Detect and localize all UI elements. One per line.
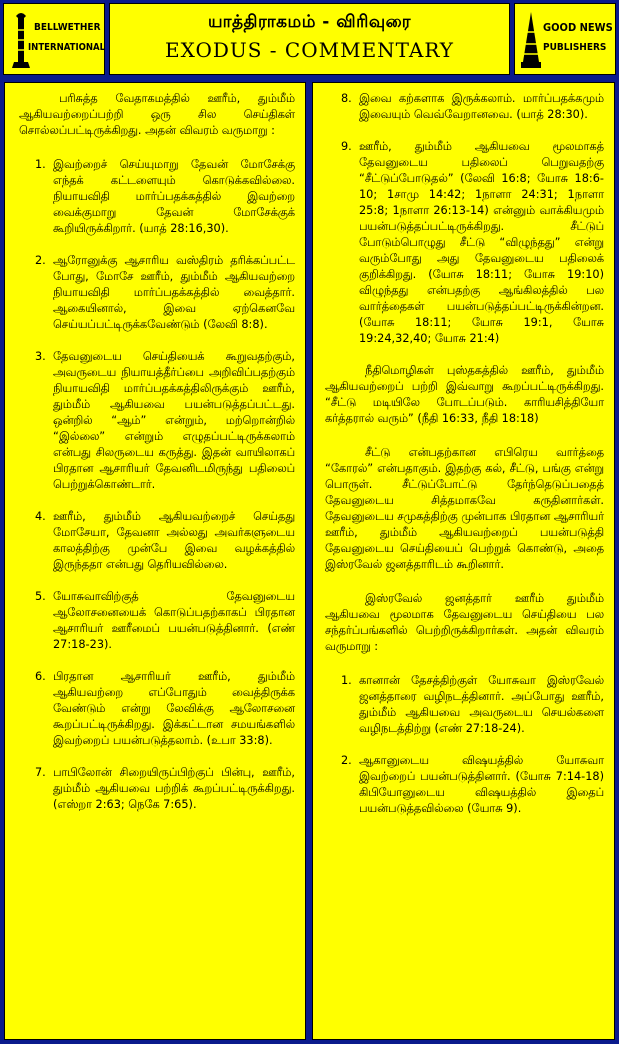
- left-list: [19, 157, 295, 813]
- list-item: [19, 349, 295, 493]
- item-number: 7.: [35, 766, 46, 779]
- list-item: [19, 253, 295, 333]
- bellwether-logo: [3, 3, 105, 75]
- left-logo-line2: INTERNATIONAL: [28, 42, 106, 53]
- item-number: 9.: [341, 140, 352, 153]
- item-text: ஊரீம், தும்மீம் ஆகியவற்றைச் செய்தது மோசேயா, தேவனா அல்லது அவர்களுடைய காலத்திற்கு முன்பே இவை வழக்கத்தில் இருந்ததா என்பது தெரியவில்லை.: [53, 510, 295, 571]
- list-item: [19, 669, 295, 749]
- list-item: [19, 509, 295, 573]
- list-item: [19, 589, 295, 653]
- right-logo-line1: GOOD NEWS: [543, 21, 613, 34]
- header: [0, 0, 619, 80]
- title-box: [109, 3, 510, 75]
- right-logo-line2: PUBLISHERS: [543, 42, 607, 53]
- item-text: பாபிலோன் சிறையிருப்பிற்குப் பின்பு, ஊரீம், தும்மீம் ஆகியவை பற்றிக் கூறப்பட்டிருக்கிறது. (எஸ்றா 2:63; நெகே 7:65).: [53, 766, 295, 811]
- item-number: 1.: [35, 158, 46, 171]
- left-column: [4, 82, 306, 1040]
- item-text: இவை கற்களாக இருக்கலாம். மார்ப்பதக்கமும் இவையும் வெவ்வேறானவை. (யாத் 28:30).: [359, 92, 604, 121]
- item-text: ஊரீம், தும்மீம் ஆகியவை மூலமாகத் தேவனுடைய பதிலைப் பெறுவதற்கு “சீட்டுப்போடுதல்” (லேவி 16:8; யோசு 18:6-10; 1சாமு 14:42; 1நாளா 24:31; 1நாளா 25:8; 1நாளா 26:13-14) என்னும் வாக்கியமும் பயன்படுத்தப்பட்டிருக்கிறது. சீட்டுப் போடும்பொழுது சீட்டு “விழுந்தது” என்று வரும்போது அது தேவனுடைய பதிலைக் குறிக்கிறது. (யோசு 18:11; யோசு 19:10) விழுந்தது என்பதற்கு ஆங்கிலத்தில் பல வார்த்தைகள் பயன்படுத்தப்பட்டிருக்கின்றன. (யோசு 18:11; யோசு 19:1, யோசு 19:24,32,40; யோசு 21:4): [359, 140, 604, 345]
- list-item: [325, 753, 604, 817]
- goral-paragraph: சீட்டு என்பதற்கான எபிரெய வார்த்தை “கோரல்” என்பதாகும். இதற்கு கல், சீட்டு, பங்கு என்று பொருள். சீட்டுப்போட்டு தேர்ந்தெடுப்பதைத் தேவனுடைய சித்தமாகவே கருதினார்கள். தேவனுடைய சமுகத்திற்கு முன்பாக பிரதான ஆசாரியர் ஊரீம், தும்மீம் ஆகியவற்றைப் பயன்படுத்தி தேவனுடைய செய்தியைப் பெற்றுக் கொண்டு, அதை இஸ்ரவேல் ஜனத்தாரிடம் கூறினார்.: [325, 446, 604, 571]
- item-number: 2.: [35, 254, 46, 267]
- item-text: ஆகானுடைய விஷயத்தில் யோசுவா இவற்றைப் பயன்படுத்தினார். (யோசு 7:14-18) கிபியோனுடைய விஷயத்தில் இதைப் பயன்படுத்தவில்லை (யோசு 9).: [359, 754, 604, 815]
- item-number: 8.: [341, 92, 352, 105]
- list-item: [325, 673, 604, 737]
- item-number: 5.: [35, 590, 46, 603]
- item-number: 6.: [35, 670, 46, 683]
- list-item: [325, 91, 604, 123]
- item-text: தேவனுடைய செய்தியைக் கூறுவதற்கும், அவருடைய நியாயத்தீர்ப்பை அறிவிப்பதற்கும் நியாயவிதி மார்ப்பதக்கத்திலிருக்கும் ஊரீம், தும்மீம் ஆகியவை பயன்படுத்தப்பட்டது. ஒன்றில் “ஆம்” என்றும், மற்றொன்றில் “இல்லை” என்றும் எழுதப்பட்டிருக்கலாம் என்பது சிலருடைய கருத்து. இதன் வாயிலாகப் பிரதான ஆசாரியர் தேவனிடமிருந்து பதிலைப் பெற்றுக்கொண்டார்.: [53, 350, 295, 491]
- item-number: 1.: [341, 674, 352, 687]
- list-item: [19, 157, 295, 237]
- bellwether-ram-icon: [10, 12, 32, 68]
- list-item: [325, 139, 604, 347]
- good-news-logo: [514, 3, 616, 75]
- good-news-tower-icon: [521, 12, 541, 68]
- item-text: கானான் தேசத்திற்குள் யோசுவா இஸ்ரவேல் ஜனத்தாரை வழிநடத்தினார். அப்போது ஊரீம், தும்மீம் ஆகியவை அவருடைய செயல்களை வழிநடத்திற்று (எண் 27:18-24).: [359, 674, 604, 735]
- intro-paragraph: பரிசுத்த வேதாகமத்தில் ஊரீம், தும்மீம் ஆகியவற்றைப்பற்றி ஒரு சில செய்திகள் சொல்லப்பட்டிருக்கிறது. அதன் விவரம் வருமாறு :: [19, 92, 295, 137]
- item-text: யோசுவாவிற்குத் தேவனுடைய ஆலோசனையைக் கொடுப்பதற்காகப் பிரதான ஆசாரியர் ஊரீமைப் பயன்படுத்தினார். (எண் 27:18-23).: [53, 590, 295, 651]
- item-number: 2.: [341, 754, 352, 767]
- proverbs-paragraph: நீதிமொழிகள் புஸ்தகத்தில் ஊரீம், தும்மீம் ஆகியவற்றைப் பற்றி இவ்வாறு கூறப்பட்டிருக்கிறது. “சீட்டு மடியிலே போடப்படும். காரியசித்தியோ கர்த்தரால் வரும்” (நீதி 16:33, நீதி 18:18): [325, 364, 604, 425]
- item-text: இவற்றைச் செய்யுமாறு தேவன் மோசேக்கு எந்தக் கட்டளையும் கொடுக்கவில்லை. நியாயவிதி மார்ப்பதக்கத்தில் இவற்றை வைக்குமாறு தேவன் மோசேக்குக் கூறியிருக்கிறார். (யாத் 28:16,30).: [53, 158, 295, 235]
- title-english: EXODUS - COMMENTARY: [164, 38, 455, 62]
- item-number: 3.: [35, 350, 46, 363]
- right-list-2: [325, 673, 604, 817]
- right-column: [312, 82, 615, 1040]
- item-text: பிரதான ஆசாரியர் ஊரீம், தும்மீம் ஆகியவற்றை எப்போதும் வைத்திருக்க வேண்டும் என்று லேவிக்கு ஆலோசனை கூறப்பட்டிருக்கிறது. இக்கட்டான சமயங்களில் இவற்றைப் பயன்படுத்தலாம். (உபா 33:8).: [53, 670, 295, 747]
- left-logo-line1: BELLWETHER: [34, 22, 101, 33]
- israel-paragraph: இஸ்ரவேல் ஜனத்தார் ஊரீம் தும்மீம் ஆகியவை மூலமாக தேவனுடைய செய்தியை பல சந்தர்ப்பங்களில் பெற்றிருக்கிறார்கள். அதன் விவரம் வருமாறு :: [325, 592, 604, 653]
- right-list: [325, 91, 604, 347]
- item-number: 4.: [35, 510, 46, 523]
- item-text: ஆரோனுக்கு ஆசாரிய வஸ்திரம் தரிக்கப்பட்ட போது, மோசே ஊரீம், தும்மீம் ஆகியவற்றை நியாயவிதி மார்ப்பதக்கத்தில் வைத்தார். ஆகையினால், இவை ஏற்கெனவே செய்யப்பட்டிருக்கவேண்டும் (லேவி 8:8).: [53, 254, 295, 331]
- title-tamil: யாத்திராகமம் - விரிவுரை: [208, 12, 411, 32]
- list-item: [19, 765, 295, 813]
